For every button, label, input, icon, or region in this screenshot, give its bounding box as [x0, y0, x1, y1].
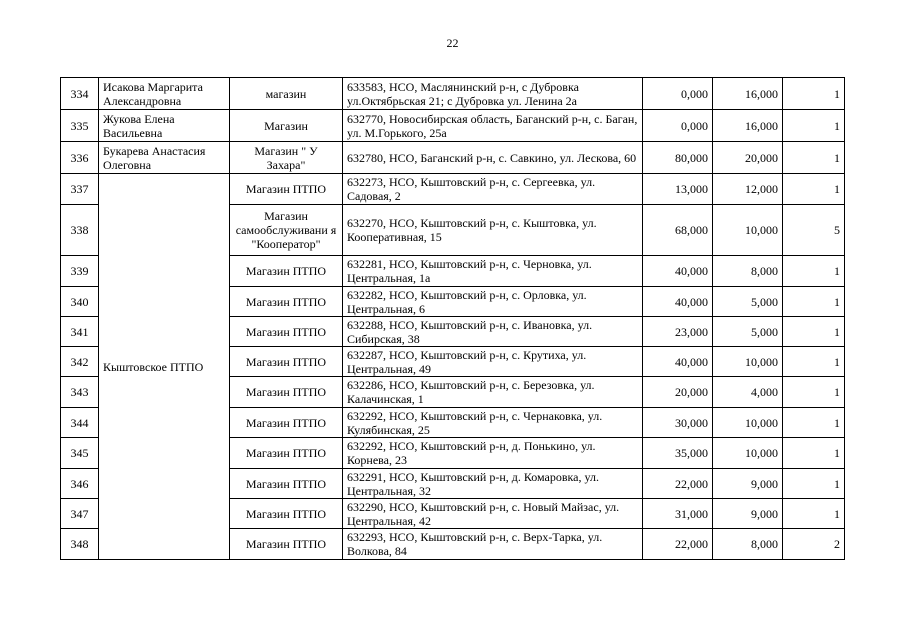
address: 632780, НСО, Баганский р-н, с. Савкино, ул. Лескова, 60 — [343, 142, 643, 174]
object-type: Магазин ПТПО — [230, 499, 343, 529]
value-1: 68,000 — [643, 205, 713, 256]
address: 632770, Новосибирская область, Баганский р-н, с. Баган, ул. М.Горького, 25а — [343, 110, 643, 142]
address: 632281, НСО, Кыштовский р-н, с. Черновка, ул. Центральная, 1а — [343, 256, 643, 287]
value-3: 2 — [783, 529, 845, 560]
object-type: Магазин ПТПО — [230, 438, 343, 469]
object-type: магазин — [230, 78, 343, 110]
value-1: 22,000 — [643, 529, 713, 560]
value-2: 8,000 — [713, 529, 783, 560]
value-2: 5,000 — [713, 317, 783, 347]
value-3: 1 — [783, 256, 845, 287]
value-1: 31,000 — [643, 499, 713, 529]
owner-name: Букарева Анастасия Олеговна — [99, 142, 230, 174]
value-2: 9,000 — [713, 499, 783, 529]
value-1: 23,000 — [643, 317, 713, 347]
object-type: Магазин ПТПО — [230, 317, 343, 347]
value-3: 1 — [783, 287, 845, 317]
value-3: 1 — [783, 377, 845, 408]
value-2: 12,000 — [713, 174, 783, 205]
address: 632270, НСО, Кыштовский р-н, с. Кыштовка, ул. Кооперативная, 15 — [343, 205, 643, 256]
value-1: 22,000 — [643, 469, 713, 499]
value-2: 10,000 — [713, 438, 783, 469]
object-type: Магазин — [230, 110, 343, 142]
value-3: 1 — [783, 499, 845, 529]
value-1: 0,000 — [643, 78, 713, 110]
object-type: Магазин ПТПО — [230, 469, 343, 499]
value-1: 13,000 — [643, 174, 713, 205]
value-1: 20,000 — [643, 377, 713, 408]
object-type: Магазин ПТПО — [230, 287, 343, 317]
value-3: 1 — [783, 142, 845, 174]
object-type: Магазин ПТПО — [230, 256, 343, 287]
value-1: 40,000 — [643, 256, 713, 287]
owner-name: Исакова Маргарита Александровна — [99, 78, 230, 110]
object-type: Магазин ПТПО — [230, 408, 343, 438]
value-2: 10,000 — [713, 408, 783, 438]
object-type: Магазин ПТПО — [230, 174, 343, 205]
row-number: 342 — [61, 347, 99, 377]
value-1: 80,000 — [643, 142, 713, 174]
value-2: 20,000 — [713, 142, 783, 174]
row-number: 345 — [61, 438, 99, 469]
value-3: 1 — [783, 110, 845, 142]
value-3: 1 — [783, 347, 845, 377]
value-3: 1 — [783, 174, 845, 205]
page-number: 22 — [446, 36, 459, 50]
object-type: Магазин самообслуживани я "Кооператор" — [230, 205, 343, 256]
value-3: 1 — [783, 438, 845, 469]
row-number: 336 — [61, 142, 99, 174]
object-type: Магазин ПТПО — [230, 529, 343, 560]
address: 632273, НСО, Кыштовский р-н, с. Сергеевка, ул. Садовая, 2 — [343, 174, 643, 205]
owner-name: Жукова Елена Васильевна — [99, 110, 230, 142]
value-2: 4,000 — [713, 377, 783, 408]
row-number: 343 — [61, 377, 99, 408]
value-1: 30,000 — [643, 408, 713, 438]
address: 632290, НСО, Кыштовский р-н, с. Новый Майзас, ул. Центральная, 42 — [343, 499, 643, 529]
address: 632292, НСО, Кыштовский р-н, д. Понькино, ул. Корнева, 23 — [343, 438, 643, 469]
value-3: 1 — [783, 78, 845, 110]
row-number: 347 — [61, 499, 99, 529]
row-number: 344 — [61, 408, 99, 438]
address: 632287, НСО, Кыштовский р-н, с. Крутиха, ул. Центральная, 49 — [343, 347, 643, 377]
object-type: Магазин " У Захара" — [230, 142, 343, 174]
address: 632291, НСО, Кыштовский р-н, д. Комаровка, ул. Центральная, 32 — [343, 469, 643, 499]
row-number: 340 — [61, 287, 99, 317]
row-number: 341 — [61, 317, 99, 347]
registry-table — [60, 77, 845, 560]
value-3: 1 — [783, 317, 845, 347]
value-2: 9,000 — [713, 469, 783, 499]
value-2: 10,000 — [713, 347, 783, 377]
row-number: 334 — [61, 78, 99, 110]
value-3: 1 — [783, 408, 845, 438]
owner-name: Кыштовское ПТПО — [99, 174, 230, 560]
address: 632286, НСО, Кыштовский р-н, с. Березовка, ул. Калачинская, 1 — [343, 377, 643, 408]
table-row — [61, 142, 845, 174]
row-number: 337 — [61, 174, 99, 205]
address: 633583, НСО, Маслянинский р-н, с Дубровка ул.Октябрьская 21; с Дубровка ул. Ленина 2а — [343, 78, 643, 110]
value-3: 5 — [783, 205, 845, 256]
row-number: 346 — [61, 469, 99, 499]
value-2: 5,000 — [713, 287, 783, 317]
object-type: Магазин ПТПО — [230, 377, 343, 408]
row-number: 339 — [61, 256, 99, 287]
row-number: 338 — [61, 205, 99, 256]
address: 632288, НСО, Кыштовский р-н, с. Ивановка, ул. Сибирская, 38 — [343, 317, 643, 347]
value-1: 0,000 — [643, 110, 713, 142]
value-2: 8,000 — [713, 256, 783, 287]
address: 632293, НСО, Кыштовский р-н, с. Верх-Тарка, ул. Волкова, 84 — [343, 529, 643, 560]
address: 632282, НСО, Кыштовский р-н, с. Орловка, ул. Центральная, 6 — [343, 287, 643, 317]
value-2: 10,000 — [713, 205, 783, 256]
value-2: 16,000 — [713, 78, 783, 110]
value-1: 35,000 — [643, 438, 713, 469]
address: 632292, НСО, Кыштовский р-н, с. Чернаковка, ул. Кулябинская, 25 — [343, 408, 643, 438]
row-number: 335 — [61, 110, 99, 142]
table-row — [61, 78, 845, 110]
table-row — [61, 174, 845, 205]
object-type: Магазин ПТПО — [230, 347, 343, 377]
value-1: 40,000 — [643, 287, 713, 317]
row-number: 348 — [61, 529, 99, 560]
value-1: 40,000 — [643, 347, 713, 377]
table-row — [61, 110, 845, 142]
value-3: 1 — [783, 469, 845, 499]
value-2: 16,000 — [713, 110, 783, 142]
